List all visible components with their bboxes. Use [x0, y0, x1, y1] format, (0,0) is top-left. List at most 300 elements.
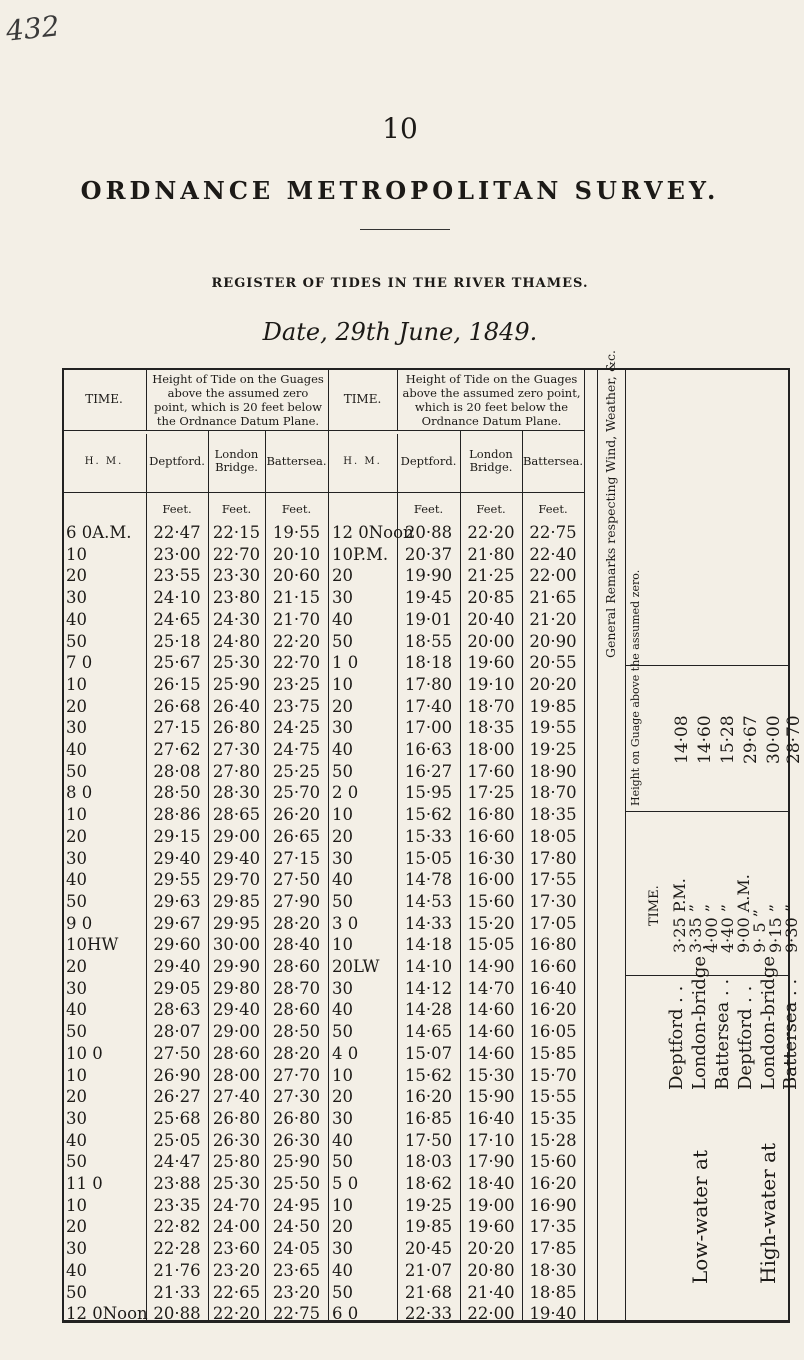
right-deptford-cell: 14·33	[404, 913, 453, 933]
right-deptford-cell: 15·62	[404, 805, 453, 825]
right-london-bridge-cell: 19·10	[467, 674, 515, 694]
left-battersea-cell: 23·75	[272, 696, 321, 716]
left-battersea-cell: 24·05	[272, 1239, 321, 1259]
left-battersea-cell: 28·40	[272, 935, 321, 955]
left-london-bridge-cell: 29·95	[212, 913, 261, 933]
right-deptford-cell: 17·80	[404, 674, 453, 694]
left-deptford-cell: 29·40	[153, 957, 201, 976]
left-time-cell: 20	[66, 1217, 87, 1237]
right-battersea-cell: 17·30	[529, 891, 577, 911]
left-london-bridge-cell: 22·20	[212, 1304, 261, 1324]
divider	[584, 368, 585, 1323]
left-time-cell: 7 0	[66, 653, 93, 673]
left-battersea-cell: 28·60	[272, 1000, 321, 1020]
right-london-bridge-cell: 22·00	[467, 1304, 515, 1324]
left-deptford-cell: 24·65	[153, 609, 201, 629]
left-battersea-cell: 21·70	[272, 609, 321, 629]
right-london-bridge-cell: 14·60	[467, 1043, 515, 1063]
side-time-value: 9·00 A.M.	[734, 874, 753, 953]
left-deptford-cell: 26·15	[153, 674, 201, 694]
right-time-cell: 50	[332, 761, 353, 781]
right-london-bridge-cell: 20·20	[467, 1239, 515, 1259]
right-battersea-cell: 15·28	[529, 1130, 577, 1150]
right-battersea-cell: 18·05	[529, 826, 577, 846]
left-london-bridge-cell: 22·70	[212, 544, 261, 564]
right-time-cell: 4 0	[332, 1043, 359, 1063]
right-time-cell: 2 0	[332, 783, 359, 803]
height-group-header-right: Height of Tide on the Guages above the assumed zero point, which is 20 feet below the Ordnance Datum Plane.	[402, 372, 581, 428]
left-deptford-cell: 22·82	[153, 1217, 201, 1237]
left-deptford-cell: 27·62	[153, 740, 201, 759]
col-battersea-right: Battersea.	[522, 453, 584, 468]
right-time-cell: 50	[332, 1022, 353, 1042]
time-header-left: TIME.	[85, 392, 123, 406]
left-london-bridge-cell: 24·70	[212, 1195, 261, 1215]
right-time-cell: 5 0	[332, 1174, 359, 1193]
left-time-cell: 20	[66, 696, 87, 716]
col-deptford-right: Deptford.	[400, 453, 457, 468]
left-time-cell: 30	[66, 718, 87, 738]
left-london-bridge-cell: 26·30	[212, 1130, 261, 1150]
left-london-bridge-cell: 26·80	[212, 718, 261, 738]
left-deptford-cell: 23·55	[153, 566, 201, 586]
right-battersea-cell: 15·60	[529, 1152, 577, 1172]
left-deptford-cell: 29·55	[153, 870, 201, 890]
right-battersea-cell: 22·00	[529, 566, 577, 586]
right-battersea-cell: 18·90	[529, 761, 577, 781]
right-london-bridge-cell: 15·20	[467, 913, 515, 933]
right-deptford-cell: 20·45	[404, 1239, 453, 1259]
right-battersea-cell: 17·35	[529, 1217, 577, 1237]
right-time-cell: 40	[332, 1260, 353, 1280]
register-date: Date, 29th June, 1849.	[262, 318, 538, 346]
left-deptford-cell: 28·50	[153, 783, 201, 803]
right-london-bridge-cell: 16·00	[467, 870, 515, 890]
left-london-bridge-cell: 24·30	[212, 609, 261, 629]
left-deptford-cell: 28·08	[153, 761, 201, 781]
right-deptford-cell: 14·65	[404, 1022, 453, 1042]
left-london-bridge-cell: 28·65	[212, 805, 261, 825]
right-time-cell: 40	[332, 870, 353, 890]
col-battersea-left: Battersea.	[266, 453, 327, 468]
left-london-bridge-cell: 22·15	[212, 523, 261, 542]
right-london-bridge-cell: 18·00	[467, 740, 515, 759]
left-london-bridge-cell: 23·30	[212, 566, 261, 586]
place-label: Deptford . .	[666, 985, 687, 1090]
divider	[625, 665, 790, 666]
right-time-cell: 10	[332, 1065, 353, 1085]
left-deptford-cell: 21·33	[153, 1282, 201, 1302]
left-battersea-cell: 26·30	[272, 1130, 321, 1150]
right-time-cell: 30	[332, 588, 353, 608]
left-london-bridge-cell: 23·20	[212, 1260, 261, 1280]
left-time-cell: 20	[66, 826, 87, 846]
right-deptford-cell: 15·62	[404, 1065, 453, 1085]
left-time-cell: 40	[66, 1130, 87, 1150]
left-battersea-cell: 26·20	[272, 805, 321, 825]
right-battersea-cell: 16·40	[529, 978, 577, 998]
right-deptford-cell: 18·03	[404, 1152, 453, 1172]
left-deptford-cell: 24·10	[153, 588, 201, 608]
height-value: 28·70	[784, 715, 804, 764]
right-battersea-cell: 19·55	[529, 718, 577, 738]
right-london-bridge-cell: 18·70	[467, 696, 515, 716]
left-battersea-cell: 24·95	[272, 1195, 321, 1215]
right-deptford-cell: 21·07	[404, 1260, 453, 1280]
right-time-cell: 20LW	[332, 957, 380, 976]
right-deptford-cell: 15·33	[404, 826, 453, 846]
right-time-cell: 30	[332, 1239, 353, 1259]
left-time-cell: 10	[66, 1195, 87, 1215]
right-deptford-cell: 20·88	[404, 523, 453, 542]
left-deptford-cell: 27·15	[153, 718, 201, 738]
right-london-bridge-cell: 20·80	[467, 1260, 515, 1280]
left-deptford-cell: 26·68	[153, 696, 201, 716]
height-value: 29·67	[741, 715, 761, 764]
right-london-bridge-cell: 17·90	[467, 1152, 515, 1172]
right-deptford-cell: 17·50	[404, 1130, 453, 1150]
left-deptford-cell: 25·18	[153, 631, 201, 651]
place-label: Battersea . .	[712, 978, 733, 1090]
left-battersea-cell: 28·70	[272, 978, 321, 998]
right-london-bridge-cell: 15·30	[467, 1065, 515, 1085]
divider	[597, 368, 598, 1323]
right-time-cell: 10	[332, 1195, 353, 1215]
left-time-cell: 9 0	[66, 913, 93, 933]
right-time-cell: 10	[332, 935, 353, 955]
left-time-cell: 40	[66, 1000, 87, 1020]
left-time-cell: 11 0	[66, 1174, 103, 1193]
left-london-bridge-cell: 29·00	[212, 1022, 261, 1042]
right-battersea-cell: 15·55	[529, 1087, 577, 1107]
left-battersea-cell: 26·80	[272, 1108, 321, 1128]
right-battersea-cell: 19·85	[529, 696, 577, 716]
left-deptford-cell: 27·50	[153, 1043, 201, 1063]
right-london-bridge-cell: 15·05	[467, 935, 515, 955]
title-divider	[360, 229, 450, 230]
right-time-cell: 20	[332, 826, 353, 846]
left-time-cell: 30	[66, 978, 87, 998]
right-london-bridge-cell: 14·70	[467, 978, 515, 998]
right-london-bridge-cell: 19·00	[467, 1195, 515, 1215]
left-deptford-cell: 24·47	[153, 1152, 201, 1172]
left-battersea-cell: 25·90	[272, 1152, 321, 1172]
left-london-bridge-cell: 28·00	[212, 1065, 261, 1085]
left-time-cell: 20	[66, 1087, 87, 1107]
left-battersea-cell: 24·25	[272, 718, 321, 738]
side-time-value: 4·40 ”	[718, 904, 737, 953]
left-battersea-cell: 27·30	[272, 1087, 321, 1107]
handwritten-page-number: 432	[4, 9, 62, 48]
right-deptford-cell: 19·01	[404, 609, 453, 629]
hm-header-left: H. M.	[84, 455, 124, 467]
right-london-bridge-cell: 21·80	[467, 544, 515, 564]
right-time-cell: 10	[332, 805, 353, 825]
left-time-cell: 10 0	[66, 1043, 103, 1063]
left-deptford-cell: 29·67	[153, 913, 201, 933]
left-deptford-cell: 20·88	[153, 1304, 201, 1324]
right-time-cell: 50	[332, 631, 353, 651]
left-deptford-cell: 23·00	[153, 544, 201, 564]
right-london-bridge-cell: 21·40	[467, 1282, 515, 1302]
left-time-cell: 50	[66, 631, 87, 651]
right-london-bridge-cell: 19·60	[467, 1217, 515, 1237]
time-header-right: TIME.	[343, 392, 382, 406]
right-battersea-cell: 17·05	[529, 913, 577, 933]
left-deptford-cell: 29·63	[153, 891, 201, 911]
left-battersea-cell: 26·65	[272, 826, 321, 846]
left-battersea-cell: 28·20	[272, 913, 321, 933]
unit-feet: Feet.	[281, 502, 312, 516]
right-time-cell: 10P.M.	[332, 544, 389, 564]
left-london-bridge-cell: 28·30	[212, 783, 261, 803]
right-deptford-cell: 15·95	[404, 783, 453, 803]
left-battersea-cell: 19·55	[272, 523, 321, 542]
right-battersea-cell: 21·20	[529, 609, 577, 629]
height-value: 14·08	[672, 715, 692, 764]
side-time-value: 3·35 ”	[686, 904, 705, 953]
left-time-cell: 10	[66, 544, 87, 564]
right-battersea-cell: 22·40	[529, 544, 577, 564]
right-battersea-cell: 22·75	[529, 523, 577, 542]
right-battersea-cell: 18·35	[529, 805, 577, 825]
left-deptford-cell: 29·05	[153, 978, 201, 998]
right-london-bridge-cell: 14·90	[467, 957, 515, 976]
right-deptford-cell: 16·63	[404, 740, 453, 759]
left-battersea-cell: 27·70	[272, 1065, 321, 1085]
right-london-bridge-cell: 17·60	[467, 761, 515, 781]
left-london-bridge-cell: 29·80	[212, 978, 261, 998]
left-battersea-cell: 23·20	[272, 1282, 321, 1302]
right-deptford-cell: 16·20	[404, 1087, 453, 1107]
right-time-cell: 20	[332, 1087, 353, 1107]
height-group-header-left: Height of Tide on the Guages above the assumed zero point, which is 20 feet below the Ordnance Datum Plane.	[152, 372, 324, 428]
left-battersea-cell: 27·15	[272, 848, 321, 868]
left-deptford-cell: 29·15	[153, 826, 201, 846]
col-london-bridge-left: London Bridge.	[214, 447, 259, 474]
right-london-bridge-cell: 17·25	[467, 783, 515, 803]
page-number: 10	[382, 112, 418, 145]
right-battersea-cell: 15·35	[529, 1108, 577, 1128]
right-time-cell: 50	[332, 891, 353, 911]
left-london-bridge-cell: 25·30	[212, 1174, 261, 1193]
right-london-bridge-cell: 20·00	[467, 631, 515, 651]
right-london-bridge-cell: 14·60	[467, 1022, 515, 1042]
left-deptford-cell: 25·68	[153, 1108, 201, 1128]
left-london-bridge-cell: 22·65	[212, 1282, 261, 1302]
place-label: London-bridge	[758, 956, 779, 1090]
right-time-cell: 30	[332, 978, 353, 998]
left-london-bridge-cell: 29·90	[212, 957, 261, 976]
left-time-cell: 50	[66, 1022, 87, 1042]
left-battersea-cell: 27·50	[272, 870, 321, 890]
height-value: 30·00	[764, 715, 784, 764]
left-battersea-cell: 24·75	[272, 740, 321, 759]
left-london-bridge-cell: 25·90	[212, 674, 261, 694]
left-deptford-cell: 29·60	[153, 935, 201, 955]
left-deptford-cell: 25·05	[153, 1130, 201, 1150]
left-deptford-cell: 28·86	[153, 805, 201, 825]
right-deptford-cell: 21·68	[404, 1282, 453, 1302]
left-deptford-cell: 28·63	[153, 1000, 201, 1020]
right-deptford-cell: 16·85	[404, 1108, 453, 1128]
divider	[397, 368, 398, 430]
right-deptford-cell: 16·27	[404, 761, 453, 781]
right-deptford-cell: 14·78	[404, 870, 453, 890]
register-subtitle: REGISTER OF TIDES IN THE RIVER THAMES.	[211, 276, 589, 291]
left-battersea-cell: 20·10	[272, 544, 321, 564]
right-battersea-cell: 20·90	[529, 631, 577, 651]
left-london-bridge-cell: 27·30	[212, 740, 261, 759]
divider	[625, 811, 790, 812]
height-heading: Height on Guage above the assumed zero.	[629, 569, 642, 806]
left-time-cell: 6 0A.M.	[66, 523, 132, 542]
divider	[62, 492, 584, 493]
right-time-cell: 3 0	[332, 913, 359, 933]
right-london-bridge-cell: 15·60	[467, 891, 515, 911]
left-deptford-cell: 26·27	[153, 1087, 201, 1107]
right-battersea-cell: 17·85	[529, 1239, 577, 1259]
place-label: London-bridge .	[689, 944, 710, 1090]
left-time-cell: 10	[66, 674, 87, 694]
left-time-cell: 50	[66, 1282, 87, 1302]
left-deptford-cell: 26·90	[153, 1065, 201, 1085]
right-london-bridge-cell: 15·90	[467, 1087, 515, 1107]
right-london-bridge-cell: 14·60	[467, 1000, 515, 1020]
right-london-bridge-cell: 18·40	[467, 1174, 515, 1193]
left-time-cell: 20	[66, 957, 87, 976]
right-battersea-cell: 21·65	[529, 588, 577, 608]
right-deptford-cell: 14·53	[404, 891, 453, 911]
right-deptford-cell: 19·45	[404, 588, 453, 608]
left-time-cell: 10	[66, 1065, 87, 1085]
right-time-cell: 40	[332, 1000, 353, 1020]
side-time-value: 9· 5 ”	[750, 909, 769, 953]
left-london-bridge-cell: 30·00	[212, 935, 261, 955]
left-london-bridge-cell: 25·80	[212, 1152, 261, 1172]
right-london-bridge-cell: 19·60	[467, 653, 515, 673]
left-battersea-cell: 20·60	[272, 566, 321, 586]
right-battersea-cell: 16·60	[529, 957, 577, 976]
left-time-cell: 40	[66, 609, 87, 629]
right-battersea-cell: 19·25	[529, 740, 577, 759]
right-deptford-cell: 17·00	[404, 718, 453, 738]
left-battersea-cell: 21·15	[272, 588, 321, 608]
right-time-cell: 12 0Noon	[332, 523, 414, 542]
col-deptford-left: Deptford.	[149, 453, 205, 468]
right-battersea-cell: 18·30	[529, 1260, 577, 1280]
right-london-bridge-cell: 16·30	[467, 848, 515, 868]
page-title: ORDNANCE METROPOLITAN SURVEY.	[80, 176, 720, 205]
right-deptford-cell: 14·28	[404, 1000, 453, 1020]
right-battersea-cell: 16·20	[529, 1000, 577, 1020]
left-battersea-cell: 23·65	[272, 1260, 321, 1280]
right-london-bridge-cell: 20·40	[467, 609, 515, 629]
right-battersea-cell: 15·85	[529, 1043, 577, 1063]
right-time-cell: 50	[332, 1152, 353, 1172]
left-deptford-cell: 21·76	[153, 1260, 201, 1280]
right-london-bridge-cell: 20·85	[467, 588, 515, 608]
right-deptford-cell: 15·05	[404, 848, 453, 868]
left-battersea-cell: 25·70	[272, 783, 321, 803]
left-battersea-cell: 22·20	[272, 631, 321, 651]
left-time-cell: 40	[66, 870, 87, 890]
right-london-bridge-cell: 16·80	[467, 805, 515, 825]
right-deptford-cell: 19·25	[404, 1195, 453, 1215]
right-battersea-cell: 16·90	[529, 1195, 577, 1215]
left-time-cell: 50	[66, 1152, 87, 1172]
left-london-bridge-cell: 27·40	[212, 1087, 261, 1107]
right-deptford-cell: 19·85	[404, 1217, 453, 1237]
divider	[328, 368, 329, 1323]
remarks-heading: General Remarks respecting Wind, Weather, &c.	[603, 350, 618, 658]
right-battersea-cell: 15·70	[529, 1065, 577, 1085]
tide-register-sheet	[62, 350, 804, 1360]
right-time-cell: 40	[332, 1130, 353, 1150]
left-london-bridge-cell: 24·00	[212, 1217, 261, 1237]
divider	[625, 368, 626, 1323]
right-battersea-cell: 20·20	[529, 674, 577, 694]
left-battersea-cell: 24·50	[272, 1217, 321, 1237]
left-battersea-cell: 27·90	[272, 891, 321, 911]
side-time-value: 4·00 ”	[702, 904, 721, 953]
right-battersea-cell: 16·05	[529, 1022, 577, 1042]
right-london-bridge-cell: 22·20	[467, 523, 515, 542]
right-battersea-cell: 18·70	[529, 783, 577, 803]
place-label: Battersea . .	[780, 978, 801, 1090]
left-time-cell: 30	[66, 1108, 87, 1128]
right-battersea-cell: 16·80	[529, 935, 577, 955]
left-time-cell: 40	[66, 740, 87, 759]
side-time-value: 3·25 P.M.	[670, 878, 689, 953]
right-deptford-cell: 18·55	[404, 631, 453, 651]
left-battersea-cell: 23·25	[272, 674, 321, 694]
left-london-bridge-cell: 28·60	[212, 1043, 261, 1063]
right-time-cell: 20	[332, 696, 353, 716]
left-time-cell: 12 0Noon	[66, 1304, 148, 1324]
right-time-cell: 50	[332, 1282, 353, 1302]
right-london-bridge-cell: 16·60	[467, 826, 515, 846]
left-london-bridge-cell: 29·00	[212, 826, 261, 846]
col-london-bridge-right: London Bridge.	[469, 447, 513, 474]
left-london-bridge-cell: 29·40	[212, 848, 261, 868]
right-deptford-cell: 20·37	[404, 544, 453, 564]
side-time-value: 9·15 ”	[766, 904, 785, 953]
left-battersea-cell: 25·50	[272, 1174, 321, 1193]
right-deptford-cell: 14·12	[404, 978, 453, 998]
left-london-bridge-cell: 25·30	[212, 653, 261, 673]
left-time-cell: 20	[66, 566, 87, 586]
right-battersea-cell: 20·55	[529, 653, 577, 673]
left-battersea-cell: 22·70	[272, 653, 321, 673]
unit-feet: Feet.	[476, 502, 506, 516]
left-battersea-cell: 28·50	[272, 1022, 321, 1042]
right-time-cell: 30	[332, 1108, 353, 1128]
unit-feet: Feet.	[221, 502, 252, 516]
place-label: Deptford . .	[735, 985, 756, 1090]
left-deptford-cell: 28·07	[153, 1022, 201, 1042]
right-time-cell: 10	[332, 674, 353, 694]
right-london-bridge-cell: 17·10	[467, 1130, 515, 1150]
right-deptford-cell: 14·18	[404, 935, 453, 955]
unit-feet: Feet.	[162, 502, 192, 516]
left-battersea-cell: 22·75	[272, 1304, 321, 1324]
right-time-cell: 1 0	[332, 653, 359, 673]
right-battersea-cell: 17·55	[529, 870, 577, 890]
right-time-cell: 30	[332, 718, 353, 738]
left-time-cell: 8 0	[66, 783, 93, 803]
left-london-bridge-cell: 23·60	[212, 1239, 261, 1259]
